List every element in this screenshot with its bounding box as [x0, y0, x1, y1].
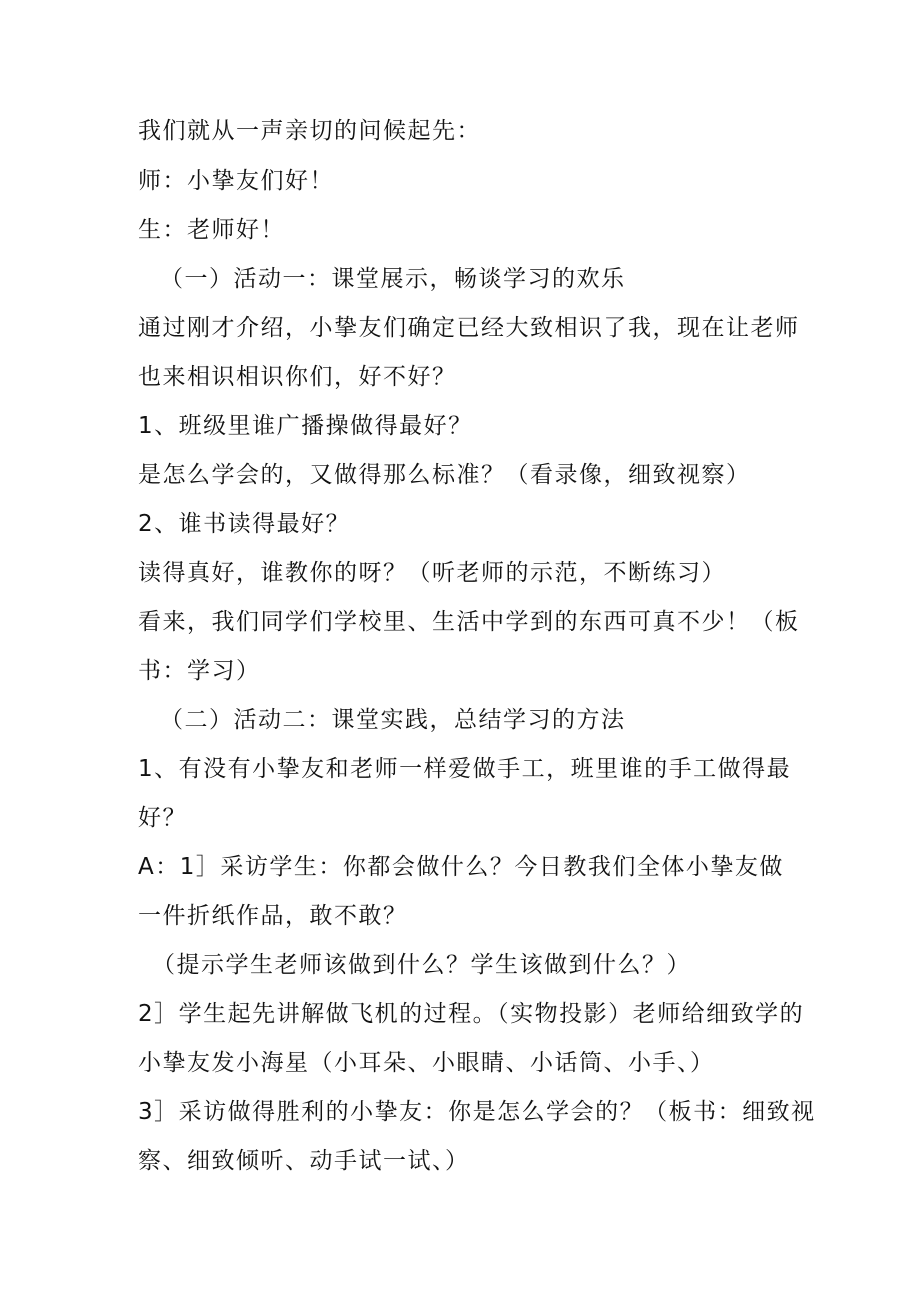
text-line: 2、谁书读得最好？ — [138, 511, 351, 537]
text-line: 一件折纸作品，敢不敢？ — [138, 903, 408, 929]
text-line: 好？ — [138, 805, 187, 831]
text-line: 书：学习） — [138, 658, 261, 684]
text-line: 察、细致倾听、动手试一试、） — [138, 1148, 470, 1174]
text-line: （提示学生老师该做到什么？学生该做到什么？） — [152, 952, 691, 978]
text-line: 师：小挚友们好！ — [138, 168, 334, 194]
text-line: 生：老师好！ — [138, 217, 285, 243]
text-line: 读得真好，谁教你的呀？（听老师的示范，不断练习） — [138, 560, 726, 586]
text-line: 3］采访做得胜利的小挚友：你是怎么学会的？（板书：细致视 — [138, 1099, 816, 1125]
text-line: 我们就从一声亲切的问候起先： — [138, 118, 481, 144]
text-line: 1、有没有小挚友和老师一样爱做手工，班里谁的手工做得最 — [138, 756, 792, 782]
text-line: A：1］采访学生：你都会做什么？今日教我们全体小挚友做 — [138, 854, 784, 880]
text-line: 看来，我们同学们学校里、生活中学到的东西可真不少！（板 — [138, 609, 800, 635]
text-line: 是怎么学会的，又做得那么标准？（看录像，细致视察） — [138, 462, 751, 488]
text-line: 小挚友发小海星（小耳朵、小眼睛、小话筒、小手、） — [138, 1050, 715, 1076]
text-line: 2］学生起先讲解做飞机的过程。（实物投影）老师给细致学的 — [138, 1001, 805, 1027]
section-heading: （一）活动一：课堂展示，畅谈学习的欢乐 — [160, 266, 626, 292]
text-line: 1、班级里谁广播操做得最好？ — [138, 413, 473, 439]
text-line: 通过刚才介绍，小挚友们确定已经大致相识了我，现在让老师 — [138, 315, 800, 341]
section-heading: （二）活动二：课堂实践，总结学习的方法 — [160, 707, 626, 733]
text-line: 也来相识相识你们，好不好？ — [138, 364, 457, 390]
